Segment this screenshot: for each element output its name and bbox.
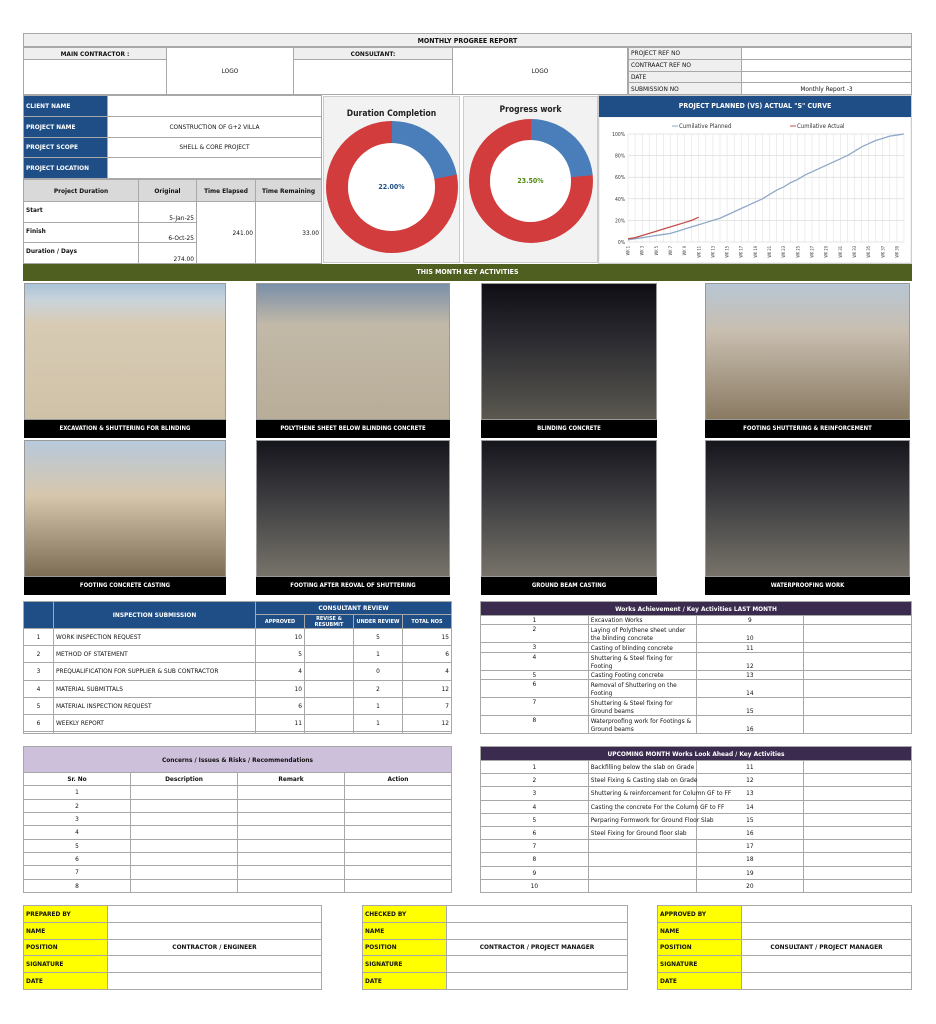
- activity-ref: 14: [696, 680, 804, 698]
- inspection-cell: 6: [24, 714, 54, 731]
- activity-ref: 10: [696, 625, 804, 643]
- x-tick: WK 25: [795, 246, 801, 258]
- row-number: 7: [481, 698, 589, 716]
- signature-heading: APPROVED BY: [658, 906, 742, 923]
- sig-date-field: [447, 973, 628, 990]
- activity-description: Backfilling below the slab on Grade: [588, 761, 696, 774]
- ref-value: [742, 48, 912, 60]
- col-original: Original: [139, 180, 197, 202]
- y-tick: 20%: [615, 218, 625, 225]
- sig-name-field: [447, 922, 628, 939]
- series-line-0: [628, 134, 904, 240]
- sig-date-field: [108, 973, 322, 990]
- activity-description: [588, 866, 696, 879]
- signature-block: [23, 905, 322, 990]
- sig-label-name: NAME: [658, 922, 742, 939]
- donut-title: Duration Completion: [346, 109, 437, 119]
- report-title: MONTHLY PROGREE REPORT: [23, 33, 912, 47]
- project-field-value: [108, 96, 322, 117]
- ref-value: [742, 71, 912, 83]
- activity-description: Shuttering & Steel fixing for Ground beams: [588, 698, 696, 716]
- activity-ref: 14: [696, 800, 804, 813]
- sig-signature-field: [447, 956, 628, 973]
- concerns-table: [23, 746, 452, 893]
- x-tick: WK 11: [696, 246, 702, 258]
- donut-title: Progress work: [499, 105, 562, 115]
- row-number: 2: [24, 799, 131, 812]
- row-number: 7: [481, 840, 589, 853]
- x-tick: WK 15: [724, 246, 730, 258]
- y-tick: 0%: [617, 240, 625, 246]
- start-date: 5-Jan-25: [139, 202, 197, 223]
- project-field-label: CLIENT NAME: [24, 96, 108, 117]
- photo-caption: FOOTING AFTER REOVAL OF SHUTTERING: [256, 577, 450, 595]
- time-elapsed: 241.00: [197, 202, 256, 264]
- sig-date-field: [742, 973, 912, 990]
- start-label: Start: [24, 202, 139, 223]
- row-number: 3: [24, 812, 131, 825]
- activity-ref: 16: [696, 826, 804, 839]
- x-tick: WK 31: [837, 246, 843, 258]
- inspection-cell: 5: [24, 697, 54, 714]
- ref-label: SUBMISSION NO: [629, 83, 742, 95]
- ref-label: PROJECT REF NO: [629, 48, 742, 60]
- time-remaining: 33.00: [256, 202, 322, 264]
- concerns-col: Remark: [238, 773, 345, 786]
- y-tick: 80%: [615, 153, 625, 160]
- activity-photo: [256, 283, 450, 420]
- sig-label-signature: SIGNATURE: [363, 956, 447, 973]
- activity-description: Laying of Polythene sheet under the blinding concrete: [588, 625, 696, 643]
- inspection-cell: 5: [354, 629, 403, 646]
- x-tick: WK 17: [738, 246, 744, 258]
- activity-description: Perparing Formwork for Ground Floor Slab: [588, 813, 696, 826]
- activity-description: [588, 840, 696, 853]
- activity-ref: 13: [696, 787, 804, 800]
- row-number: 8: [24, 879, 131, 892]
- inspection-cell: 6: [403, 646, 452, 663]
- duration-table: [23, 179, 322, 264]
- row-number: 4: [481, 652, 589, 670]
- inspection-cell: [305, 714, 354, 731]
- photo-caption: GROUND BEAM CASTING: [481, 577, 657, 595]
- row-number: 5: [481, 670, 589, 679]
- inspection-col: TOTAL NOS: [403, 615, 452, 629]
- concerns-title: Concerns / Issues & Risks / Recommendations: [24, 747, 452, 773]
- consultant-logo: LOGO: [453, 48, 628, 95]
- activity-ref: 17: [696, 840, 804, 853]
- project-field-value: CONSTRUCTION OF G+2 VILLA: [108, 116, 322, 137]
- finish-date: 6-Oct-25: [139, 222, 197, 243]
- x-tick: WK 5: [653, 246, 659, 256]
- inspection-cell: MATERIAL SUBMITTALS: [54, 680, 256, 697]
- x-tick: WK 9: [682, 246, 688, 256]
- x-tick: WK 37: [880, 246, 886, 258]
- inspection-cell: 10: [256, 629, 305, 646]
- signature-block: [657, 905, 912, 990]
- inspection-cell: [305, 680, 354, 697]
- upcoming-title: UPCOMING MONTH Works Look Ahead / Key Activities: [481, 747, 912, 761]
- sig-signature-field: [742, 956, 912, 973]
- legend-entry: Cumilative Actual: [797, 123, 845, 130]
- activity-description: Casting Footing concrete: [588, 670, 696, 679]
- s-curve-chart: [600, 118, 910, 262]
- x-tick: WK 21: [767, 246, 773, 258]
- finish-label: Finish: [24, 222, 139, 243]
- progress-work-chart: [463, 96, 598, 263]
- donut-value: 22.00%: [378, 183, 405, 191]
- inspection-cell: 11: [256, 714, 305, 731]
- activity-ref: 12: [696, 652, 804, 670]
- project-field-label: PROJECT SCOPE: [24, 137, 108, 158]
- contractor-logo: LOGO: [167, 48, 294, 95]
- inspection-cell: 1: [24, 629, 54, 646]
- sig-label-date: DATE: [363, 973, 447, 990]
- row-number: 9: [481, 866, 589, 879]
- last-month-table: [480, 601, 912, 734]
- inspection-cell: 4: [403, 663, 452, 680]
- y-tick: 60%: [615, 175, 625, 182]
- last-month-title: Works Achievement / Key Activities LAST MONTH: [481, 602, 912, 616]
- activity-photo: [481, 440, 657, 577]
- activity-description: Excavation Works: [588, 616, 696, 625]
- key-activities-banner: THIS MONTH KEY ACTIVITIES: [23, 264, 912, 281]
- col-project-duration: Project Duration: [24, 180, 139, 202]
- donut-value: 23.50%: [517, 177, 544, 185]
- activity-ref: 13: [696, 670, 804, 679]
- inspection-cell: WORK INSPECTION REQUEST: [54, 629, 256, 646]
- project-field-label: PROJECT LOCATION: [24, 158, 108, 179]
- inspection-cell: 1: [354, 697, 403, 714]
- activity-ref: 11: [696, 761, 804, 774]
- reference-table: [628, 47, 912, 95]
- activity-ref: 18: [696, 853, 804, 866]
- activity-photo: [24, 440, 226, 577]
- row-number: 3: [481, 643, 589, 652]
- photo-caption: WATERPROOFING WORK: [705, 577, 910, 595]
- inspection-cell: 4: [256, 663, 305, 680]
- activity-ref: 15: [696, 698, 804, 716]
- row-number: 1: [24, 786, 131, 799]
- row-number: 5: [24, 839, 131, 852]
- inspection-cell: 12: [403, 680, 452, 697]
- activity-description: Removal of Shuttering on the Footing: [588, 680, 696, 698]
- activity-ref: 15: [696, 813, 804, 826]
- activity-description: Steel Fixing & Casting slab on Grade: [588, 774, 696, 787]
- days-label: Duration / Days: [24, 243, 139, 264]
- project-field-value: SHELL & CORE PROJECT: [108, 137, 322, 158]
- sig-label-signature: SIGNATURE: [24, 956, 108, 973]
- inspection-cell: 3: [24, 663, 54, 680]
- project-info: [23, 95, 322, 179]
- row-number: 1: [481, 616, 589, 625]
- row-number: 5: [481, 813, 589, 826]
- inspection-cell: 0: [354, 663, 403, 680]
- activity-description: Casting of blinding concrete: [588, 643, 696, 652]
- concerns-col: Description: [131, 773, 238, 786]
- sig-label-signature: SIGNATURE: [658, 956, 742, 973]
- x-tick: WK 23: [781, 246, 787, 258]
- inspection-col: UNDER REVIEW: [354, 615, 403, 629]
- inspection-col: REVISE & RESUBMIT: [305, 615, 354, 629]
- project-field-value: [108, 158, 322, 179]
- row-number: 2: [481, 625, 589, 643]
- inspection-cell: [305, 663, 354, 680]
- inspection-title: INSPECTION SUBMISSION: [54, 602, 256, 629]
- photo-caption: FOOTING SHUTTERING & REINFORCEMENT: [705, 420, 910, 438]
- row-number: 3: [481, 787, 589, 800]
- inspection-cell: 15: [403, 629, 452, 646]
- row-number: 6: [481, 826, 589, 839]
- x-tick: WK 1: [625, 246, 631, 256]
- row-number: 4: [24, 826, 131, 839]
- activity-ref: 16: [696, 716, 804, 734]
- inspection-cell: [305, 646, 354, 663]
- x-tick: WK 35: [866, 246, 872, 258]
- legend-entry: Cumilative Planned: [679, 123, 732, 130]
- s-curve-title: PROJECT PLANNED (VS) ACTUAL "S" CURVE: [599, 96, 911, 117]
- row-number: 8: [481, 716, 589, 734]
- sig-position: CONTRACTOR / ENGINEER: [108, 939, 322, 956]
- activity-description: Shuttering & reinforcement for Column GF to FF: [588, 787, 696, 800]
- sig-label-date: DATE: [658, 973, 742, 990]
- sig-label-date: DATE: [24, 973, 108, 990]
- row-number: 8: [481, 853, 589, 866]
- inspection-cell: WEEKLY REPORT: [54, 714, 256, 731]
- row-number: 10: [481, 879, 589, 892]
- activity-description: Shuttering & Steel fixing for Footing: [588, 652, 696, 670]
- inspection-cell: 1: [354, 646, 403, 663]
- signature-heading: CHECKED BY: [363, 906, 447, 923]
- inspection-cell: METHOD OF STATEMENT: [54, 646, 256, 663]
- main-contractor-label: MAIN CONTRACTOR :: [24, 48, 167, 60]
- inspection-cell: [305, 697, 354, 714]
- consultant-review-header: CONSULTANT REVIEW: [256, 602, 452, 615]
- sig-position: CONSULTANT / PROJECT MANAGER: [742, 939, 912, 956]
- x-tick: WK 39: [894, 246, 900, 258]
- inspection-cell: 6: [256, 697, 305, 714]
- row-number: 2: [481, 774, 589, 787]
- activity-ref: 9: [696, 616, 804, 625]
- x-tick: WK 3: [639, 246, 645, 256]
- activity-ref: 20: [696, 879, 804, 892]
- ref-label: CONTRAACT REF NO: [629, 59, 742, 71]
- s-curve-panel: [598, 95, 912, 264]
- activity-photo: [256, 440, 450, 577]
- signature-block: [362, 905, 628, 990]
- activity-ref: 11: [696, 643, 804, 652]
- project-field-label: PROJECT NAME: [24, 116, 108, 137]
- activity-description: [588, 879, 696, 892]
- concerns-col: Action: [345, 773, 452, 786]
- sig-label-position: POSITION: [658, 939, 742, 956]
- ref-label: DATE: [629, 71, 742, 83]
- col-time-remaining: Time Remaining: [256, 180, 322, 202]
- activity-ref: 12: [696, 774, 804, 787]
- x-tick: WK 19: [752, 246, 758, 258]
- consultant-label: CONSULTANT:: [294, 48, 453, 60]
- y-tick: 100%: [612, 132, 625, 138]
- inspection-col: APPROVED: [256, 615, 305, 629]
- y-tick: 40%: [615, 196, 625, 203]
- row-number: 6: [24, 852, 131, 865]
- sig-signature-field: [108, 956, 322, 973]
- activity-photo: [481, 283, 657, 420]
- inspection-cell: 10: [256, 680, 305, 697]
- row-number: 7: [24, 866, 131, 879]
- inspection-cell: 5: [256, 646, 305, 663]
- activity-photo: [705, 283, 910, 420]
- concerns-col: Sr. No: [24, 773, 131, 786]
- sig-name-field: [108, 922, 322, 939]
- x-tick: WK 27: [809, 246, 815, 258]
- activity-description: Steel Fixing for Ground floor slab: [588, 826, 696, 839]
- activity-description: Waterproofing work for Footings & Ground beams: [588, 716, 696, 734]
- upcoming-table: [480, 746, 912, 893]
- inspection-cell: [305, 629, 354, 646]
- inspection-table: [23, 601, 452, 734]
- x-tick: WK 29: [823, 246, 829, 258]
- x-tick: WK 33: [851, 246, 857, 258]
- col-time-elapsed: Time Elapsed: [197, 180, 256, 202]
- photo-caption: POLYTHENE SHEET BELOW BLINDING CONCRETE: [256, 420, 450, 438]
- sig-label-position: POSITION: [24, 939, 108, 956]
- photo-caption: BLINDING CONCRETE: [481, 420, 657, 438]
- sig-label-name: NAME: [363, 922, 447, 939]
- ref-value: Monthly Report -3: [742, 83, 912, 95]
- inspection-cell: PREQUALIFICATION FOR SUPPLIER & SUB CONTRACTOR: [54, 663, 256, 680]
- row-number: 4: [481, 800, 589, 813]
- sig-label-position: POSITION: [363, 939, 447, 956]
- sig-label-name: NAME: [24, 922, 108, 939]
- inspection-cell: 2: [354, 680, 403, 697]
- photo-caption: EXCAVATION & SHUTTERING FOR BLINDING: [24, 420, 226, 438]
- inspection-cell: MATERIAL INSPECTION REQUEST: [54, 697, 256, 714]
- x-tick: WK 7: [667, 246, 673, 256]
- inspection-cell: 1: [354, 714, 403, 731]
- inspection-cell: 2: [24, 646, 54, 663]
- duration-days: 274.00: [139, 243, 197, 264]
- inspection-cell: 4: [24, 680, 54, 697]
- inspection-cell: 7: [403, 697, 452, 714]
- activity-description: Casting the concrete For the Column GF to FF: [588, 800, 696, 813]
- signature-heading: PREPARED BY: [24, 906, 108, 923]
- sig-name-field: [742, 922, 912, 939]
- ref-value: [742, 59, 912, 71]
- duration-completion-chart: [323, 96, 460, 263]
- sig-position: CONTRACTOR / PROJECT MANAGER: [447, 939, 628, 956]
- activity-photo: [24, 283, 226, 420]
- activity-ref: 19: [696, 866, 804, 879]
- activity-photo: [705, 440, 910, 577]
- inspection-cell: 12: [403, 714, 452, 731]
- photo-caption: FOOTING CONCRETE CASTING: [24, 577, 226, 595]
- header-block: [23, 47, 628, 95]
- x-tick: WK 13: [710, 246, 716, 258]
- row-number: 6: [481, 680, 589, 698]
- row-number: 1: [481, 761, 589, 774]
- activity-description: [588, 853, 696, 866]
